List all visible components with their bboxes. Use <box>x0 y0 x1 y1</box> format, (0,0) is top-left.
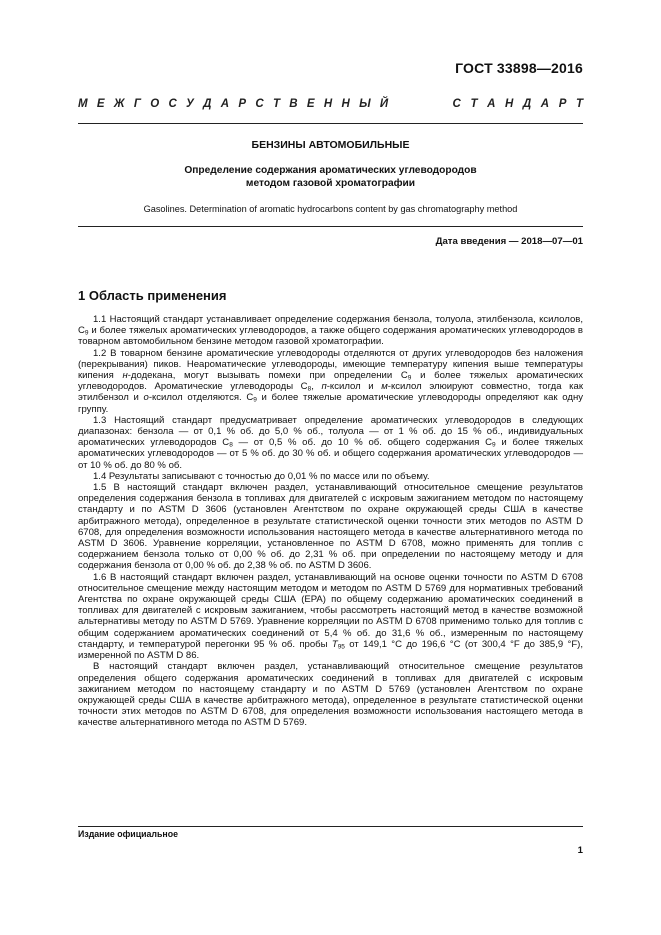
divider-middle <box>78 226 583 227</box>
subtitle-line-2: методом газовой хроматографии <box>245 178 416 189</box>
paragraph-1-6: 1.6 В настоящий стандарт включен раздел, устанавливающий на основе оценки точности по ASTM D 6708 относительное смещение между настоящим методом и методом по ASTM D 5769 для нормативных требований Агентства по охране окружающей среды США (EPA) по общему содержанию ароматических соединений в топливах для двигателей с искровым зажиганием, чтобы рассмотреть настоящий метод в качестве возможной альтернативы методу по ASTM D 5769. Уравнение корреляции по ASTM D 6708 применимо только для топлив с общим содержанием ароматических соединений от 5,4 % об. до 31,6 % об., измеренным по настоящему стандарту, и температурой перегонки 95 % об. пробы $T_{95}$ от 149,1 °C до 196,6 °C (от 300,4 °F до 385,9 °F), измеренной по ASTM D 86. <box>78 571 583 662</box>
document-title: БЕНЗИНЫ АВТОМОБИЛЬНЫЕ <box>251 139 410 151</box>
section-body <box>78 314 583 729</box>
interstate-word: М Е Ж Г О С У Д А Р С Т В Е Н Н Ы Й <box>78 98 389 110</box>
interstate-standard-heading <box>78 98 583 110</box>
standard-number: ГОСТ 33898—2016 <box>455 60 583 76</box>
introduction-date: Дата введения — 2018—07—01 <box>435 236 583 247</box>
paragraph-1-1: 1.1 Настоящий стандарт устанавливает определение содержания бензола, толуола, этилбензола, ксилолов, $C_9$ и более тяжелых ароматических углеводородов, а также общего содержания ароматических углеводородов в товарном автомобильном бензине методом газовой хроматографии. <box>78 314 583 348</box>
divider-top <box>78 123 583 124</box>
divider-footer <box>78 826 583 827</box>
paragraph-1-5: 1.5 В настоящий стандарт включен раздел, устанавливающий относительное смещение результатов определения содержания бензола в топливах для двигателей с искровым зажиганием методом по настоящему стандарту и по ASTM D 3606 (установлен Агентством по охране окружающей среды США в качестве арбитражного метода), определенное в результате статистической оценки точности этих методов по ASTM D 6708, для определения возможности использования настоящего метода в качестве альтернативного метода по ASTM D 3606. Уравнение корреляции, установленное по ASTM D 6708, можно применять для топлив с содержанием бензола только от 0,00 % об. до 2,31 % об. при определении по настоящему методу и для содержания бензола от 0,00 % об. до 2,38 % об. по ASTM D 3606. <box>78 482 583 572</box>
official-edition-note: Издание официальное <box>78 829 178 839</box>
paragraph-1-4: 1.4 Результаты записывают с точностью до 0,01 % по массе или по объему. <box>93 470 430 482</box>
document-subtitle <box>78 164 583 190</box>
page-number: 1 <box>577 845 583 856</box>
paragraph-1-6-cont: В настоящий стандарт включен раздел, устанавливающий относительное смещение результатов определения общего содержания ароматических соединений в топливах для двигателей с искровым зажиганием методом по настоящему стандарту и по ASTM D 5769 (установлен Агентством по охране окружающей среды США в качестве арбитражного метода), определенное в результате статистической оценки точности этих методов по ASTM D 6708, для определения возможности использования настоящего метода в качестве альтернативного метода по ASTM D 5769. <box>78 661 583 729</box>
standard-word: С Т А Н Д А Р Т <box>452 98 583 110</box>
paragraph-1-2: 1.2 В товарном бензине ароматические углеводороды отделяются от других углеводородов без наложения (перекрывания) пиков. Неароматические углеводороды, имеющие температуру кипения выше температуры кипения н-додекана, могут вызывать помехи при определении $C_9$ и более тяжелых ароматических углеводородов. Ароматические углеводороды $C_8$, п-ксилол и м-ксилол элюируют совместно, тогда как этилбензол и о-ксилол отделяются. $C_9$ и более тяжелые ароматические углеводороды определяют как одну группу. <box>78 347 583 415</box>
section-heading: 1 Область применения <box>78 288 227 303</box>
english-title: Gasolines. Determination of aromatic hydrocarbons content by gas chromatography method <box>143 204 518 214</box>
paragraph-1-3: 1.3 Настоящий стандарт предусматривает определение ароматических углеводородов в следующих диапазонах: бензола — от 0,1 % об. до 5,0 % об., толуола — от 1 % об. до 15 % об., индивидуальных ароматических углеводородов $C_8$ — от 0,5 % об. до 10 % об. общего содержания $C_9$ и более тяжелых ароматических углеводородов — от 5 % об. до 30 % об. и общего содержания ароматических углеводородов — от 10 % об. до 80 % об. <box>78 414 583 471</box>
subtitle-line-1: Определение содержания ароматических углеводородов <box>184 165 477 176</box>
